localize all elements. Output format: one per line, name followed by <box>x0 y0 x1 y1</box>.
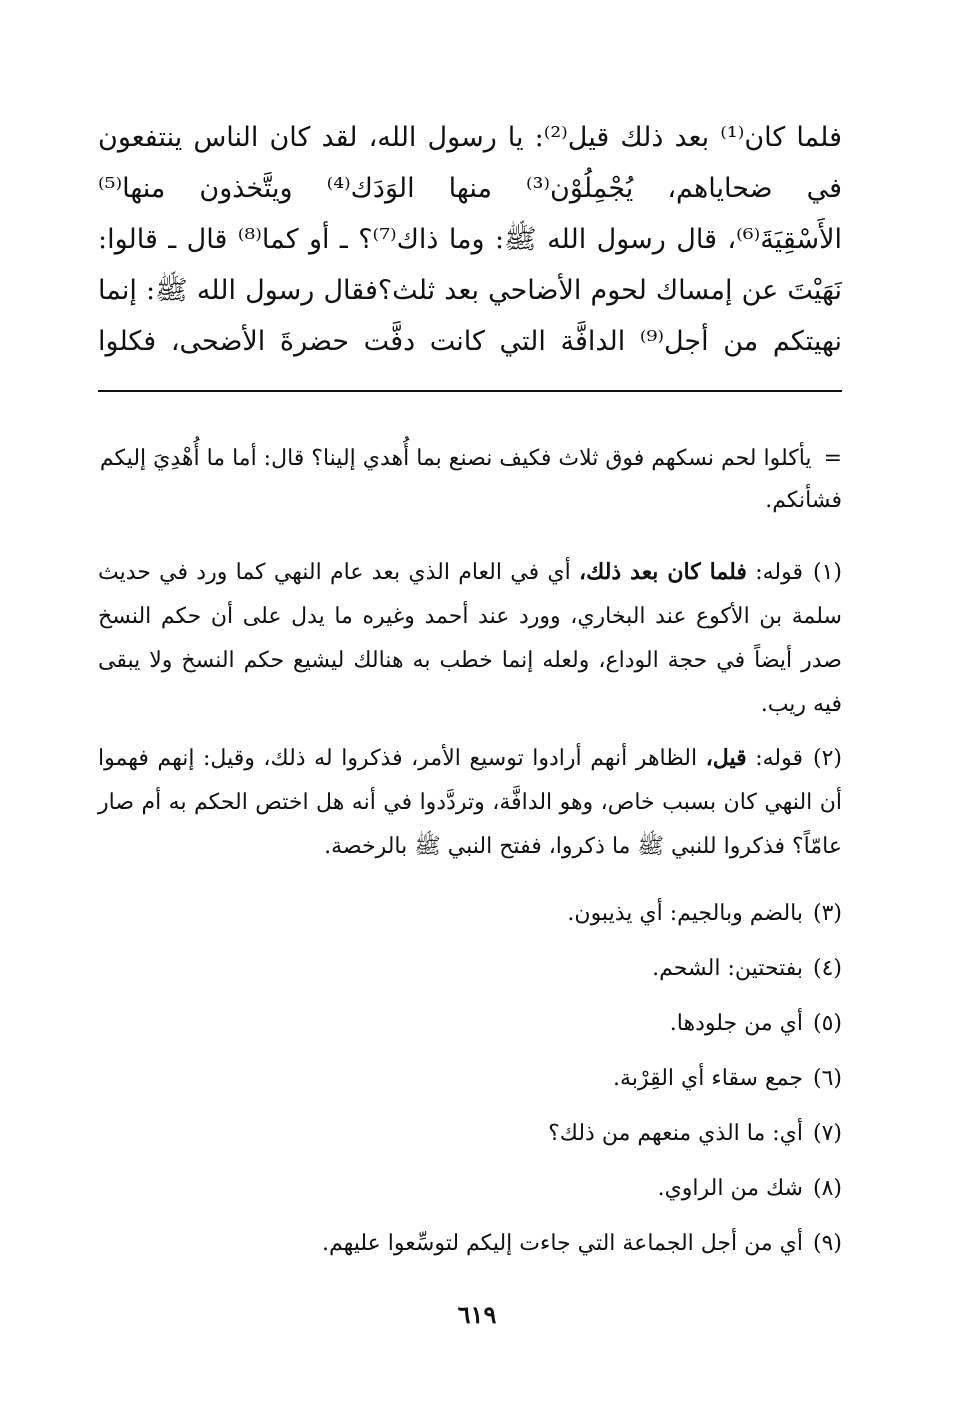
main-text <box>98 112 842 367</box>
footnote-8 <box>658 1167 842 1211</box>
footnote-continuation <box>98 438 842 522</box>
footnote-quote: فلما كان بعد ذلك، <box>579 559 747 585</box>
footnote-5 <box>670 1002 842 1046</box>
footnote-4 <box>652 947 842 991</box>
footnote-9 <box>322 1222 842 1266</box>
main-text-line: الأَسْقِيَةَ⁽⁶⁾، قال رسول الله ﷺ: وما ذاك⁽⁷⁾؟ ـ أو كما⁽⁸⁾ قال ـ قالوا: <box>98 224 843 255</box>
footnote-text: أي في العام الذي بعد عام النهي كما ورد في حديث سلمة بن الأكوع عند البخاري، وورد عند أحمد وغيره ما يدل على أن حكم النسخ صدر أيضاً في حجة الوداع، ولعله إنما خطب به هنالك ليشيع حكم النسخ ولا يبقى فيه ريب. <box>98 560 842 717</box>
footnote-number: (٦) <box>812 1066 842 1091</box>
footnote-3 <box>567 892 842 936</box>
footnote-quote: قيل، <box>705 745 747 771</box>
footnote-text: بفتحتين: الشحم. <box>652 956 803 981</box>
footnote-text: جمع سقاء أي القِرْبة. <box>613 1066 803 1091</box>
footnote-text: بالضم وبالجيم: أي يذيبون. <box>567 901 803 926</box>
main-text-line: فلما كان⁽¹⁾ بعد ذلك قيل⁽²⁾: يا رسول الله، لقد كان الناس ينتفعون <box>98 122 842 153</box>
footnote-number: (٢) <box>812 746 842 771</box>
footnote-number: (٤) <box>812 956 842 981</box>
page-number: ٦١٩ <box>457 1300 497 1329</box>
continuation-mark: = <box>823 446 842 471</box>
footnote-lead: قوله: <box>755 560 803 585</box>
footnote-text: أي من أجل الجماعة التي جاءت إليكم لتوسِّعوا عليهم. <box>321 1231 803 1256</box>
footnote-number: (٩) <box>812 1231 842 1256</box>
footnote-1 <box>98 550 842 727</box>
footnote-number: (٣) <box>812 901 842 926</box>
main-text-line: في ضحاياهم، يُجْمِلُوْن⁽³⁾ منها الوَدَك⁽⁴⁾ ويتَّخذون منها⁽⁵⁾ <box>98 173 842 204</box>
footnote-number: (٨) <box>812 1176 842 1201</box>
footnote-2 <box>98 736 842 869</box>
main-text-line: نَهَيْتَ عن إمساك لحوم الأضاحي بعد ثلث؟فقال رسول الله ﷺ: إنما <box>98 275 842 306</box>
footnote-number: (١) <box>812 560 842 585</box>
footnote-number: (٧) <box>812 1121 842 1146</box>
footnote-text: شك من الراوي. <box>657 1176 803 1201</box>
footnote-number: (٥) <box>812 1011 842 1036</box>
footnote-6 <box>613 1057 842 1101</box>
footnote-7 <box>548 1112 842 1156</box>
continuation-text: يأكلوا لحم نسكهم فوق ثلاث فكيف نصنع بما أُهدي إلينا؟ قال: أما ما أُهْدِيَ إليكم فشأنكم. <box>99 446 842 513</box>
main-text-line: نهيتكم من أجل⁽⁹⁾ الدافَّة التي كانت دفَّت حضرةَ الأضحى، فكلوا <box>98 326 843 357</box>
footnote-text: أي: ما الذي منعهم من ذلك؟ <box>548 1121 803 1146</box>
footnote-lead: قوله: <box>755 746 803 771</box>
footnote-separator <box>98 390 842 392</box>
footnote-text: أي من جلودها. <box>669 1011 803 1036</box>
footnote-text: الظاهر أنهم أرادوا توسيع الأمر، فذكروا له ذلك، وقيل: إنهم فهموا أن النهي كان بسبب خاص، وهو الدافَّة، وتردَّدوا في أنه هل اختص الحكم به أم صار عامّاً؟ فذكروا للنبي ﷺ ما ذكروا، ففتح النبي ﷺ بالرخصة. <box>98 746 842 859</box>
